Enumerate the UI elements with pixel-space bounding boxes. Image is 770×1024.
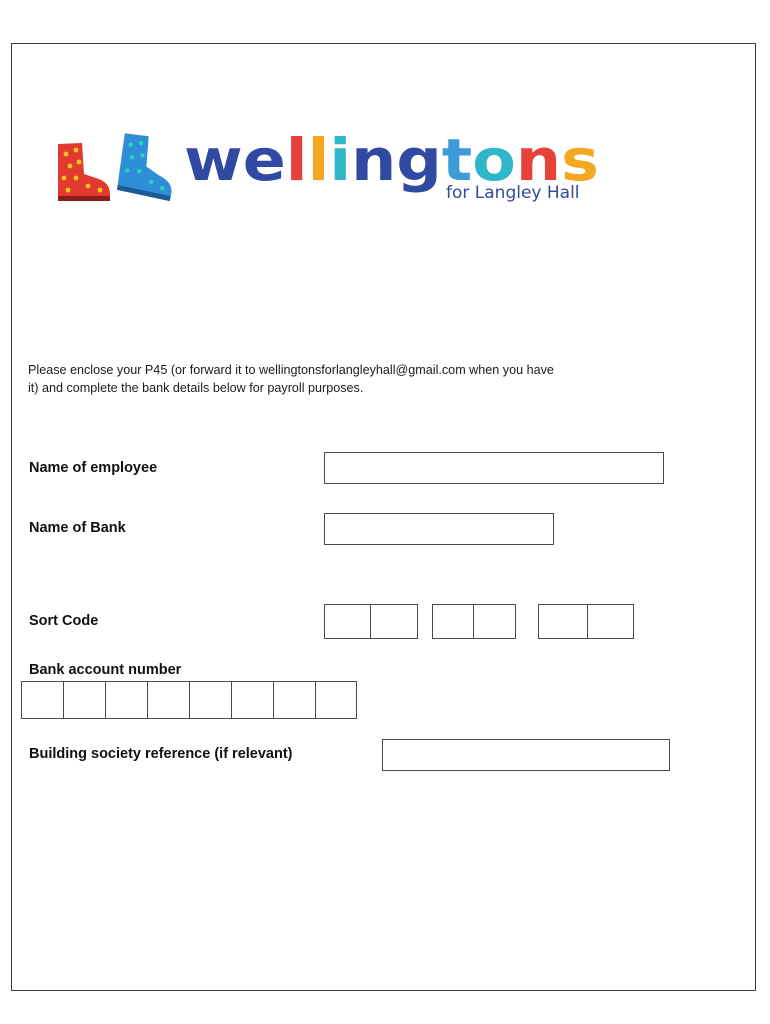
sort-code-digit-1[interactable] <box>324 604 371 639</box>
account-digit-6[interactable] <box>231 681 274 719</box>
instructions-line-2: it) and complete the bank details below for payroll purposes. <box>28 381 364 395</box>
wordmark-letter: e <box>242 128 283 194</box>
wellingtons-logo <box>54 128 614 208</box>
building-society-reference-field[interactable] <box>382 739 670 771</box>
instructions-text <box>28 361 648 397</box>
wordmark-letter: g <box>396 128 438 194</box>
account-digit-4[interactable] <box>147 681 190 719</box>
account-digit-1[interactable] <box>21 681 64 719</box>
wordmark-letter: i <box>329 128 350 194</box>
bank-label: Name of Bank <box>29 520 126 536</box>
account-number-label: Bank account number <box>29 662 182 678</box>
account-digit-2[interactable] <box>63 681 106 719</box>
employee-name-field[interactable] <box>324 452 664 484</box>
account-digit-7[interactable] <box>273 681 316 719</box>
account-digit-3[interactable] <box>105 681 148 719</box>
wordmark-letter: t <box>441 128 470 194</box>
logo-tagline: for Langley Hall <box>446 183 580 203</box>
instructions-line-1: Please enclose your P45 (or forward it to wellingtonsforlangleyhall@gmail.com when you have <box>28 363 554 377</box>
account-digit-8[interactable] <box>315 681 357 719</box>
employee-label: Name of employee <box>29 460 158 476</box>
wordmark-letter: l <box>307 128 328 194</box>
wordmark-letter: n <box>515 128 558 194</box>
wordmark-letter: n <box>351 128 393 194</box>
sort-code-digit-5[interactable] <box>538 604 588 639</box>
sort-code-label: Sort Code <box>29 613 99 629</box>
sort-code-digit-2[interactable] <box>370 604 418 639</box>
wordmark-letter: w <box>184 128 238 194</box>
blue-boot-icon <box>113 131 182 201</box>
sort-code-digit-4[interactable] <box>473 604 516 639</box>
wordmark-letter: o <box>472 128 513 194</box>
building-society-label: Building society reference (if relevant) <box>29 746 293 762</box>
sort-code-digit-6[interactable] <box>587 604 634 639</box>
wordmark-letter: s <box>561 128 596 194</box>
wordmark-letter: l <box>285 128 306 194</box>
bank-name-field[interactable] <box>324 513 554 545</box>
red-boot-icon <box>58 143 110 201</box>
account-digit-5[interactable] <box>189 681 232 719</box>
sort-code-digit-3[interactable] <box>432 604 474 639</box>
